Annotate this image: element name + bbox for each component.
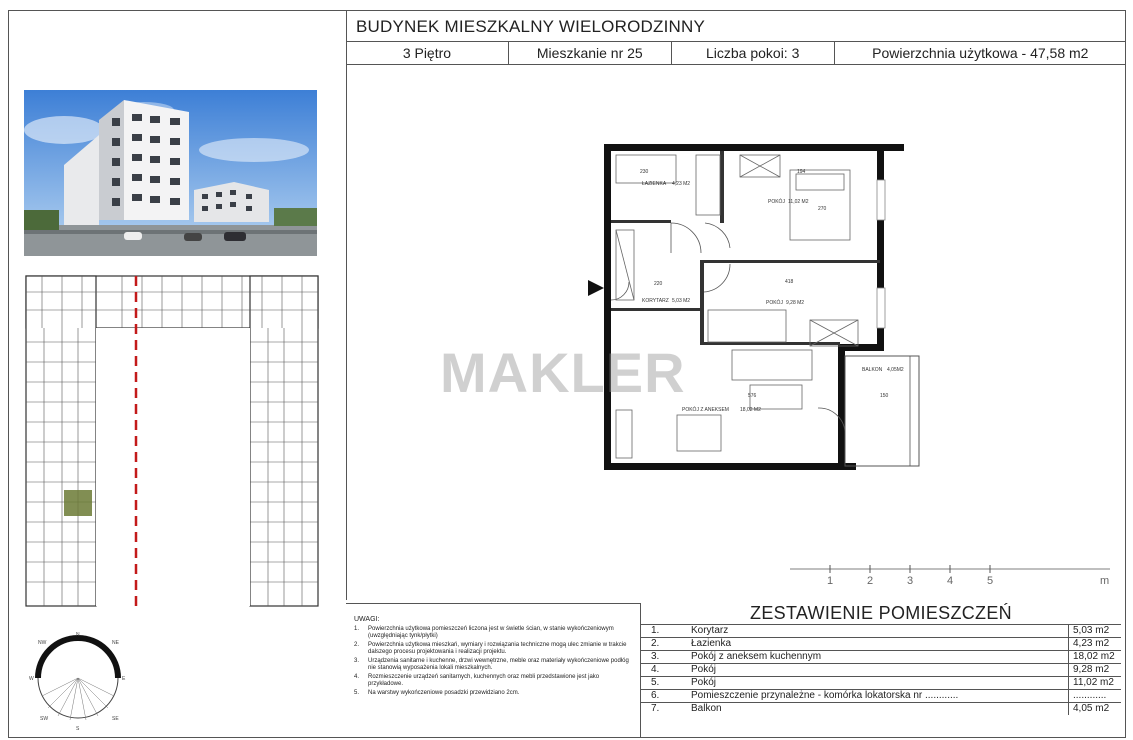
building-visualization bbox=[24, 90, 317, 256]
divider-vertical bbox=[346, 10, 347, 600]
note-item: 3. Urządzenia sanitarne i kuchenne, drzwi wewnętrzne, meble oraz materiały wykończeniowe podłóg nie stanowią wyposażenia lokali mieszkalnych. bbox=[354, 658, 629, 671]
note-item: 4. Rozmieszczenie urządzeń sanitarnych, kuchennych oraz mebli przedstawione jest jako przykładowe. bbox=[354, 674, 600, 687]
watermark: MAKLER bbox=[440, 341, 686, 404]
scale-unit: m bbox=[1100, 575, 1110, 585]
scale-tick-1: 1 bbox=[827, 575, 834, 585]
notes-title: UWAGI: bbox=[354, 616, 380, 623]
rooms-count-label: Liczba pokoi: 3 bbox=[672, 42, 835, 64]
label-pokoj2-area: 9,28 M2 bbox=[786, 300, 805, 306]
scale-tick-4: 4 bbox=[947, 575, 954, 585]
compass-s: S bbox=[76, 726, 80, 732]
site-plan bbox=[22, 272, 322, 612]
label-lazienka-area: 4,23 M2 bbox=[672, 181, 691, 187]
header-info-row bbox=[346, 41, 1126, 65]
dim-150: 150 bbox=[880, 393, 889, 399]
scale-tick-5: 5 bbox=[987, 575, 994, 585]
rooms-table-title: ZESTAWIENIE POMIESZCZEŃ bbox=[750, 603, 1012, 623]
label-pokoj2: POKÓJ bbox=[766, 300, 783, 306]
label-balkon-area: 4,05M2 bbox=[887, 367, 904, 373]
table-row: 4. Pokój 9,28 m2 bbox=[641, 664, 1121, 677]
compass-ne: NE bbox=[112, 640, 119, 646]
label-lazienka: ŁAZIENKA bbox=[642, 181, 667, 187]
note-item: 5. Na warstwy wykończeniowe posadzki przewidziano 2cm. bbox=[354, 690, 520, 696]
scale-bar bbox=[790, 563, 1110, 585]
compass-w: W bbox=[29, 676, 34, 682]
note-item: 1. Powierzchnia użytkowa pomieszczeń liczona jest w świetle ścian, w stanie wykończeniowym (uwzględniając tynk/płytki) bbox=[354, 626, 614, 639]
rooms-table bbox=[641, 624, 1121, 715]
dim-270: 270 bbox=[818, 206, 827, 212]
dim-220: 220 bbox=[654, 281, 663, 287]
note-item: 2. Powierzchnia użytkowa mieszkań, wymiary i rozwiązania techniczne mogą ulec zmianie w trakcie dalszego procesu projektowania i realizacji projektu. bbox=[354, 642, 627, 655]
floor-plan bbox=[580, 140, 930, 475]
label-korytarz-area: 5,03 M2 bbox=[672, 298, 691, 304]
table-row: 6. Pomieszczenie przynależne - komórka lokatorska nr ............ ............ bbox=[641, 690, 1121, 703]
dim-230: 230 bbox=[640, 169, 649, 175]
label-pokoj-aneks-area: 18,02 M2 bbox=[740, 407, 761, 413]
label-pokoj1: POKÓJ bbox=[768, 199, 785, 205]
compass-rose bbox=[28, 628, 128, 734]
table-row: 2. Łazienka 4,23 m2 bbox=[641, 638, 1121, 651]
scale-tick-3: 3 bbox=[907, 575, 914, 585]
compass-nw: NW bbox=[38, 640, 47, 646]
table-row: 1. Korytarz 5,03 m2 bbox=[641, 625, 1121, 638]
table-row: 7. Balkon 4,05 m2 bbox=[641, 703, 1121, 716]
table-row: 3. Pokój z aneksem kuchennym 18,02 m2 bbox=[641, 651, 1121, 664]
compass-sw: SW bbox=[40, 716, 49, 722]
area-label: Powierzchnia użytkowa - 47,58 m2 bbox=[872, 45, 1089, 61]
compass-n: N bbox=[76, 632, 80, 638]
dim-194: 194 bbox=[797, 169, 806, 175]
scale-tick-2: 2 bbox=[867, 575, 874, 585]
dim-576: 576 bbox=[748, 393, 757, 399]
label-korytarz: KORYTARZ bbox=[642, 298, 669, 304]
compass-se: SE bbox=[112, 716, 119, 722]
label-pokoj1-area: 11,02 M2 bbox=[788, 199, 809, 205]
dim-418: 418 bbox=[785, 279, 794, 285]
apartment-label: Mieszkanie nr 25 bbox=[509, 42, 672, 64]
table-row: 5. Pokój 11,02 m2 bbox=[641, 677, 1121, 690]
page-title: BUDYNEK MIESZKALNY WIELORODZINNY bbox=[356, 17, 705, 36]
label-pokoj-aneks: POKÓJ Z ANEKSEM bbox=[682, 407, 729, 413]
label-balkon: BALKON bbox=[862, 367, 883, 373]
floor-label: 3 Piętro bbox=[346, 42, 509, 64]
compass-e: E bbox=[122, 676, 126, 682]
notes-box bbox=[346, 603, 641, 737]
